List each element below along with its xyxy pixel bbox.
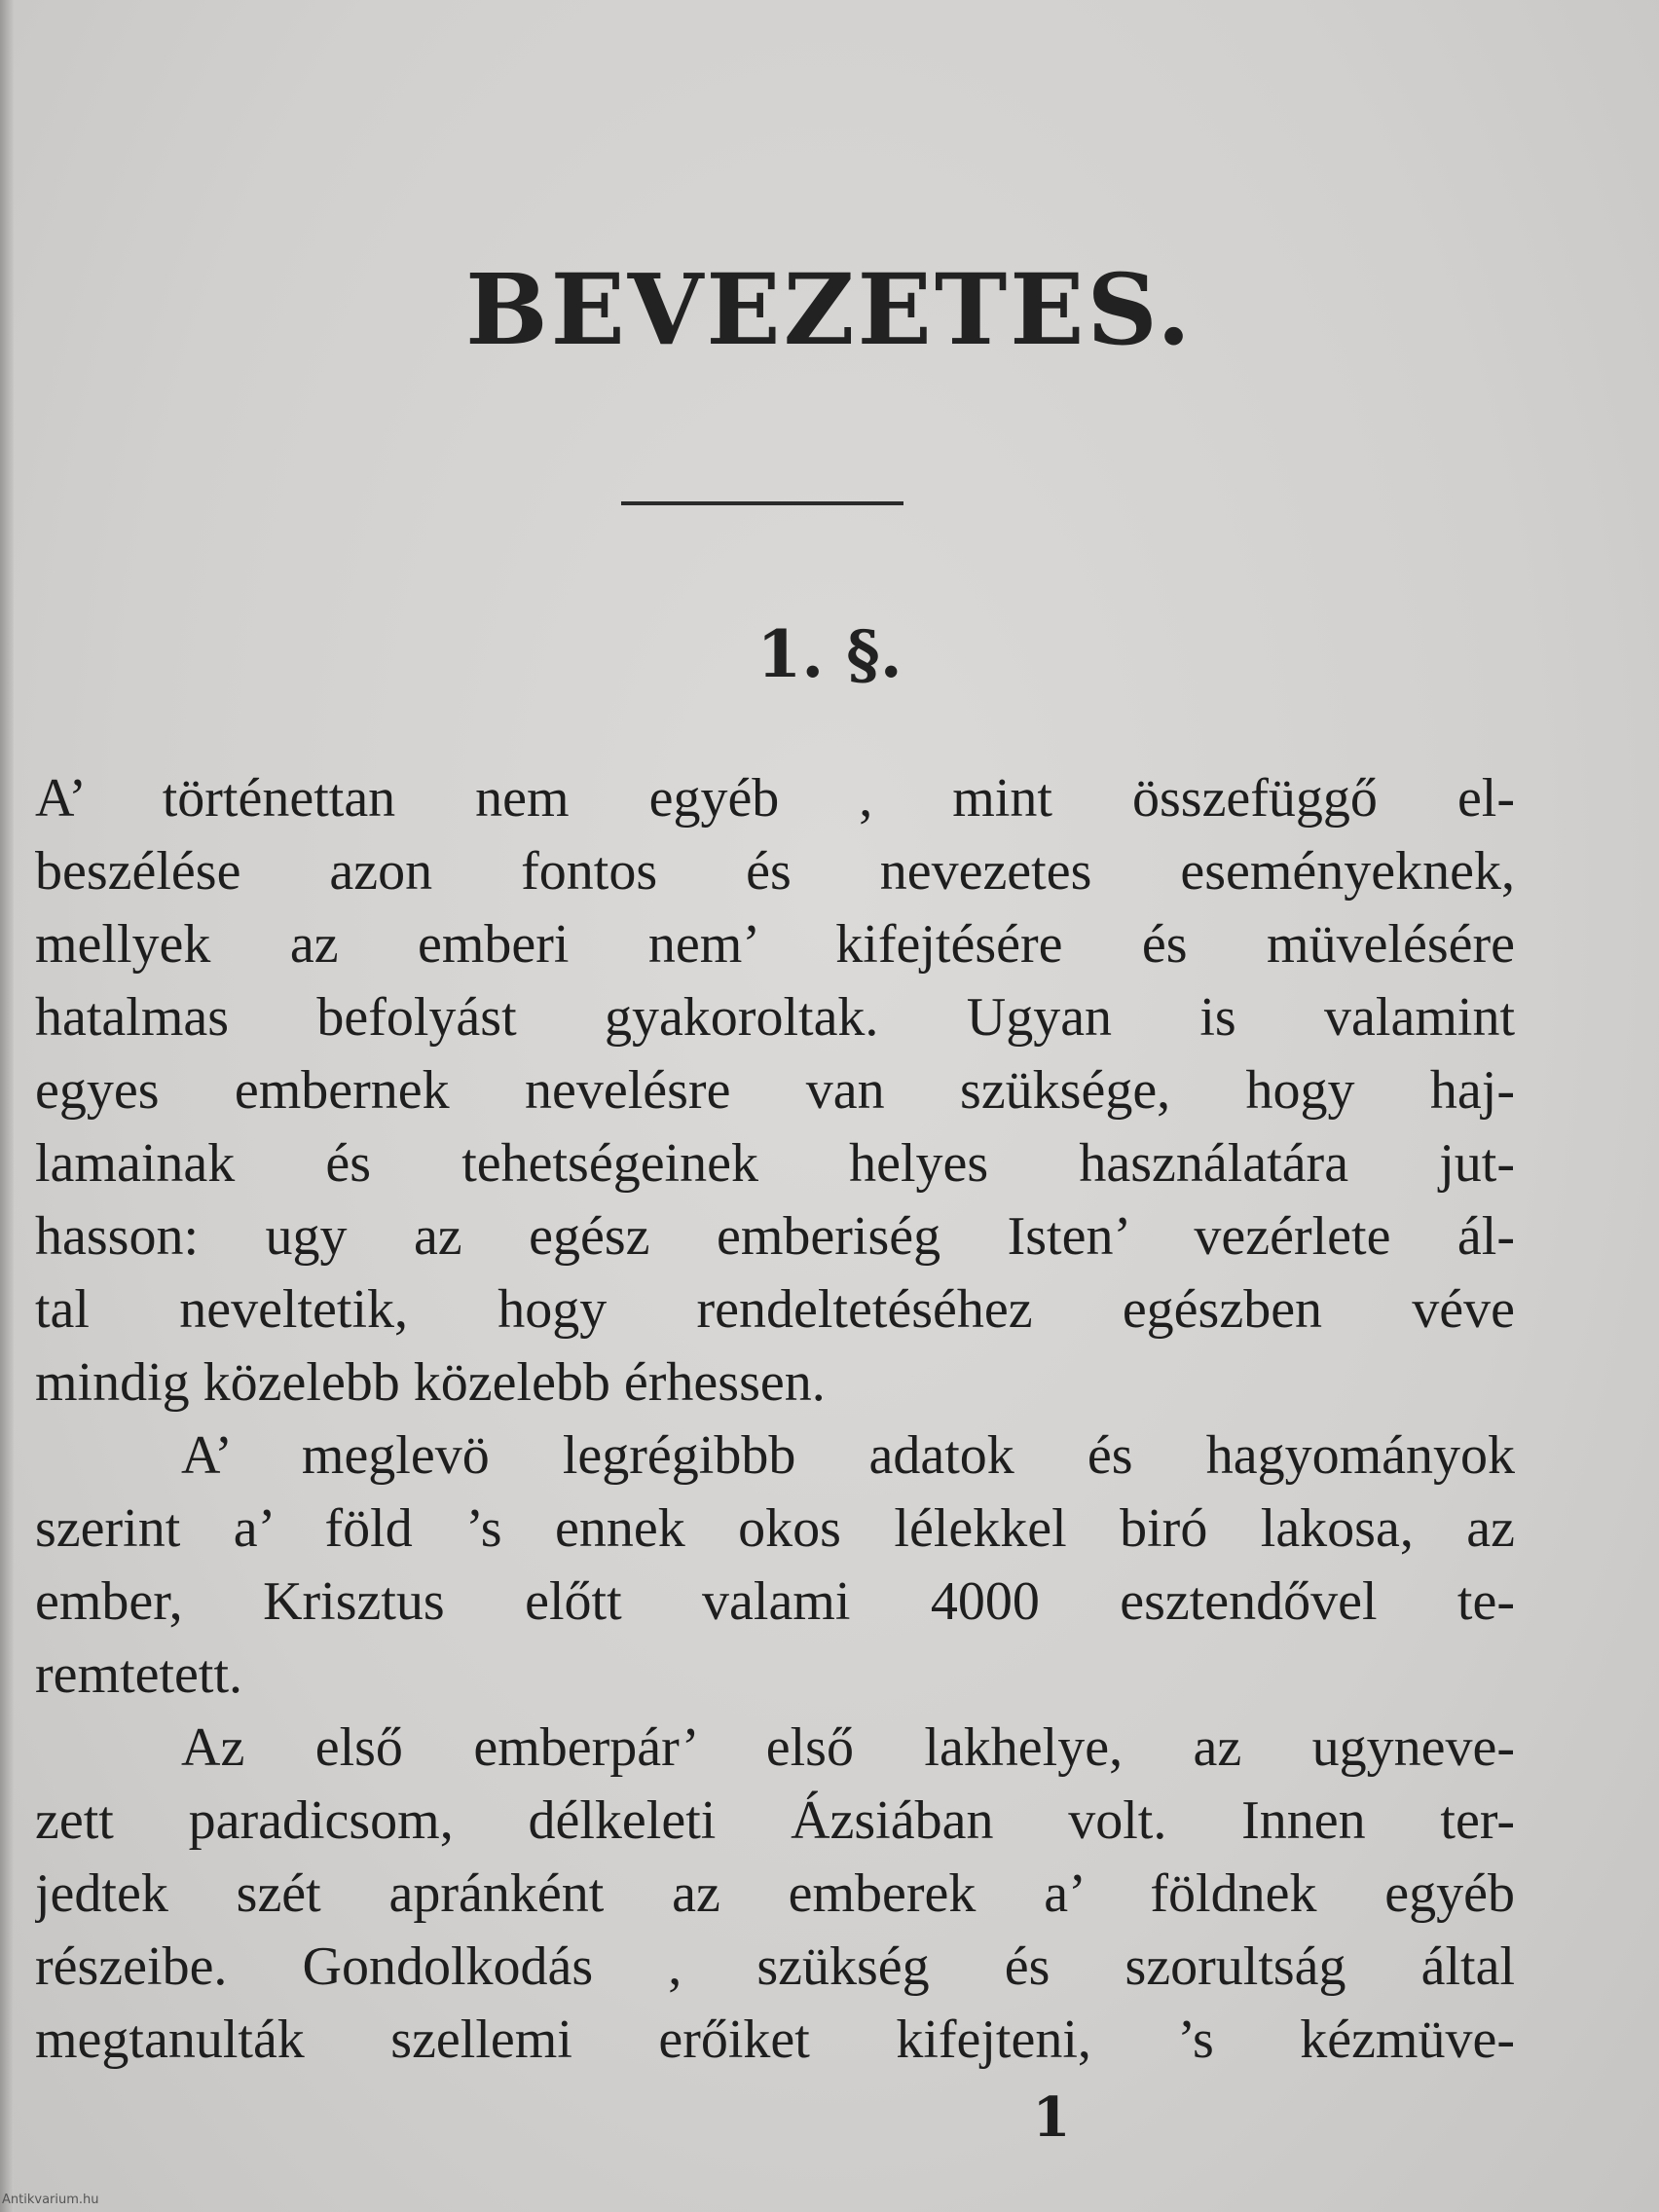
text-line: zett paradicsom, délkeleti Ázsiában volt. Innen ter- <box>35 1790 1515 1851</box>
text-line: mindig közelebb közelebb érhessen. <box>35 1352 826 1413</box>
text-line: mellyek az emberi nem’ kifejtésére és müvelésére <box>35 914 1515 975</box>
text-line: lamainak és tehetségeinek helyes használatára jut- <box>35 1133 1515 1194</box>
text-line: ember, Krisztus előtt valami 4000 esztendővel te- <box>35 1571 1515 1632</box>
text-line: remtetett. <box>35 1644 243 1705</box>
text-line: A’ történettan nem egyéb , mint összefüggő el- <box>35 768 1515 829</box>
text-line: hatalmas befolyást gyakoroltak. Ugyan is valamint <box>35 987 1515 1048</box>
text-line: tal neveltetik, hogy rendeltetéséhez egészben véve <box>35 1279 1515 1340</box>
section-heading: 1. §. <box>756 616 903 692</box>
page-number: 1 <box>1032 2085 1071 2150</box>
text-line: szerint a’ föld ’s ennek okos lélekkel biró lakosa, az <box>35 1498 1515 1559</box>
text-line: részeibe. Gondolkodás , szükség és szorultság által <box>35 1936 1515 1997</box>
text-line: megtanulták szellemi erőiket kifejteni, ’s kézmüve- <box>35 2009 1515 2070</box>
text-line: hasson: ugy az egész emberiség Isten’ vezérlete ál- <box>35 1206 1515 1267</box>
text-line: egyes embernek nevelésre van szüksége, hogy haj- <box>35 1060 1515 1121</box>
text-line: jedtek szét apránként az emberek a’ földnek egyéb <box>35 1863 1515 1924</box>
title-divider <box>621 501 903 505</box>
text-line: A’ meglevö legrégibbb adatok és hagyományok <box>181 1425 1515 1486</box>
watermark: Antikvarium.hu <box>2 2193 99 2207</box>
text-line: beszélése azon fontos és nevezetes eseményeknek, <box>35 841 1515 902</box>
text-line: Az első emberpár’ első lakhelye, az ugyneve- <box>181 1717 1515 1778</box>
body-text <box>35 762 1515 2077</box>
chapter-title: BEVEZETES. <box>465 252 1194 367</box>
